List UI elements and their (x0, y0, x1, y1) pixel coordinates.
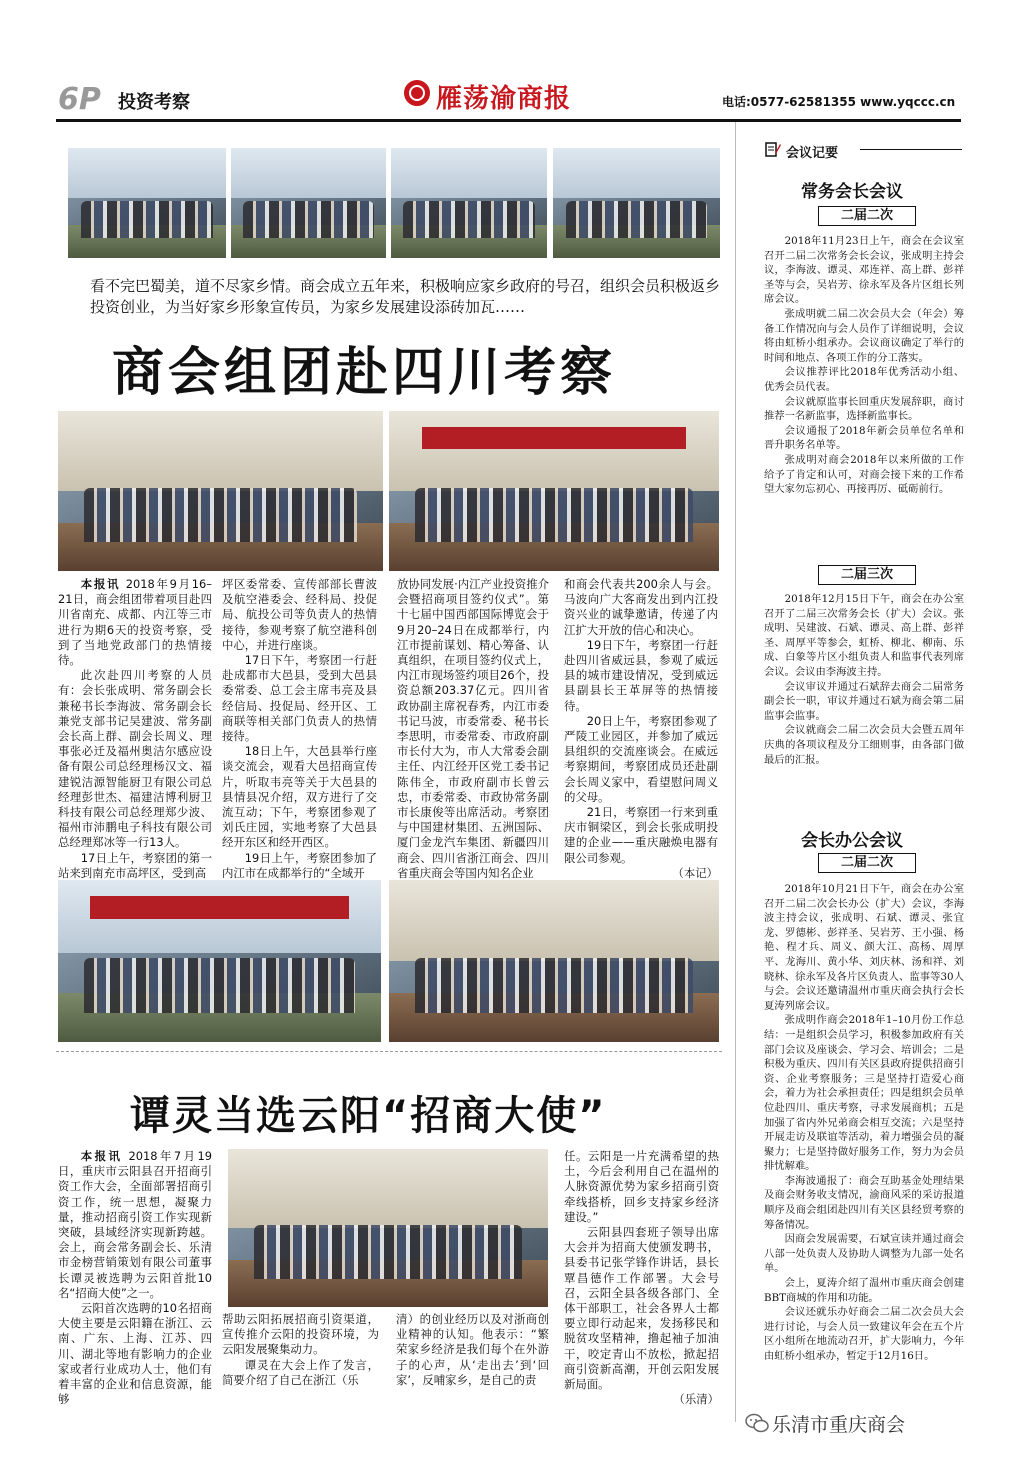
article1-column-4 (564, 577, 718, 881)
page-number: 6P (58, 82, 101, 117)
meeting2-p3: 李海波通报了：商会互助基金处理结果及商会财务收支情况，渝商风采的采访报道顺序及商会组团赴四川有关区县经贸考察的筹备情况。 (764, 1174, 964, 1231)
article1-byline: （本记） (672, 865, 718, 880)
photo-meeting-room-2 (389, 411, 719, 571)
article-divider (56, 1051, 722, 1052)
article1-c1-p1: 2018年9月16–21日，商会组团带着项目赴四川省南充、成都、内江等三市进行为期6天的投资考察，受到了当地党政部门的热情接待。 (58, 577, 212, 668)
meeting1-b1-p6: 张成明对商会2018年以来所做的工作给予了肯定和认可，对商会接下来的工作希望大家勿忘初心、再接再厉、砥砺前行。 (764, 453, 964, 496)
article1-column-3 (397, 577, 549, 881)
photo-aerospace-center (68, 148, 226, 258)
article2-byline: （乐清） (673, 1392, 719, 1407)
article2-lead: 本报讯 (80, 1149, 123, 1163)
article1-lead: 本报讯 (80, 577, 121, 591)
article1-c4-p3: 20日上午，考察团参观了严陵工业园区，并参加了威远县组织的交流座谈会。在威远考察期间，考察团成员还赴副会长周义家中，看望慰问周义的父母。 (564, 713, 718, 804)
photo-award-ceremony (228, 1149, 548, 1307)
article2-headline: 谭灵当选云阳“招商大使” (130, 1093, 607, 1139)
article2-column-2 (222, 1312, 379, 1388)
photo-site-inspection (391, 148, 547, 258)
article1-c2-p1: 坪区委常委、宣传部部长曹波及航空港委会、经科局、投促局、航投公司等负责人的热情接待，参观考察了航空港科创中心，并进行座谈。 (222, 577, 377, 652)
meeting2-text (764, 882, 964, 1364)
wechat-watermark: 乐清市重庆商会 (772, 1414, 906, 1436)
meeting1-b1-p4: 会议就原监事长回重庆发展辞职，商讨推荐一名新监事，选择新监事长。 (764, 395, 964, 423)
article2-c1-p1: 2018年7月19日，重庆市云阳县召开招商引资工作大会，全面部署招商引资工作，统一思想，凝聚力量，推动招商引资工作实现新突破，县域经济实现新跨越。会上，商会常务副会长、乐清市金榜营销策划有限公司董事长谭灵被选聘为云阳首批10名“招商大使”之一。 (58, 1149, 212, 1300)
article1-c4-p2: 19日下午，考察团一行赶赴四川省威远县，参观了威远县的城市建设情况，受到威远县副县长王革屏等的热情接待。 (564, 637, 718, 713)
meeting1-b1-p5: 会议通报了2018年新会员单位名单和晋升职务名单等。 (764, 424, 964, 452)
meeting1-b2-p3: 会议就商会二届二次会员大会暨五周年庆典的各项议程及分工细则事，由各部门做最后的汇报。 (764, 724, 964, 766)
meeting2-p4: 因商会发展需要，石斌宣读并通过商会八部一处负责人及协助人调整为九部一处名单。 (764, 1233, 964, 1275)
meeting2-p1: 2018年10月21日下午，商会在办公室召开二届二次会长办公（扩大）会议，李海波主持会议，张成明、石斌、谭灵、张宜龙、罗德彬、彭祥圣、吴岩芳、王小强、杨艳、程才兵、周义、颜大江、高杨、周厚平、龙海川、黄小华、刘庆林、汤和祥、刘晓林、徐永军及各片区负责人、监事等30人与会。会议还邀请温州市重庆商会执行会长夏涛列席会议。 (764, 883, 964, 1012)
meeting1-b2-p2: 会议审议并通过石斌辞去商会二届常务副会长一职，审议并通过石斌为商会第二届监事会监事。 (764, 680, 964, 722)
article2-column-4 (564, 1149, 719, 1407)
article2-column-3 (396, 1312, 549, 1388)
header-contact: 电话:0577-62581355 www.yqccc.cn (722, 95, 956, 109)
article1-column-1 (58, 577, 212, 881)
photo-meeting-room-1 (58, 411, 383, 571)
article1-c1-p2: 此次赴四川考察的人员有：会长张成明、常务副会长兼秘书长李海波、常务副会长兼党支部书记吴建波、常务副会长高上群、副会长周义、理事张必迁及福州奥洁尔感应设备有限公司总经理杨汉文、福建锐洁源智能厨卫有限公司总经理彭世杰、福建洁博利厨卫科技有限公司总经理郑少波、福州市沛鹏电子科技有限公司总经理郑冰等一行13人。 (58, 668, 212, 850)
article2-c1-p2: 云阳首次选聘的10名招商大使主要是云阳籍在浙江、云南、广东、上海、江苏、四川、湖北等地有影响力的企业家或者行业成功人士，他们有着丰富的企业和信息资源，能够 (58, 1301, 212, 1407)
article1-column-2 (222, 577, 377, 881)
article1-c2-p4: 19日上午，考察团参加了内江市在成都举行的“全域开 (222, 850, 377, 880)
article1-c4-p4: 21日，考察团一行来到重庆市铜梁区，到会长张成明投建的企业——重庆融焕电器有限公司参观。 (564, 805, 718, 865)
meeting2-title: 会长办公会议 (801, 831, 903, 851)
meeting1-title: 常务会长会议 (801, 182, 903, 202)
sidebar-tag: 会议记要 (786, 146, 839, 161)
article1-c2-p2: 17日下午，考察团一行赶赴成都市大邑县，受到大邑县委常委、总工会主席韦亮及县经信局、投促局、经开区、工商联等相关部门负责人的热情接待。 (222, 653, 377, 744)
photo-group-signing-event (58, 880, 381, 1042)
article2-c2-p1: 帮助云阳拓展招商引资渠道，宣传推介云阳的投资环境，为云阳发展聚集动力。 (222, 1312, 379, 1357)
meeting1-session-box-2: 二届三次 (818, 565, 916, 585)
article2-c4-p1: 任。云阳是一片充满希望的热土，今后会利用自己在温州的人脉资源优势为家乡招商引资牵线搭桥，回乡支持家乡经济建设。” (564, 1149, 719, 1224)
newspaper-seal-icon (404, 80, 430, 106)
photo-park-entrance (553, 148, 720, 258)
photo-meeting-room-3 (389, 880, 719, 1042)
section-name: 投资考察 (118, 92, 190, 113)
sidebar-tag-rule (860, 149, 962, 150)
article1-c4-p1: 和商会代表共200余人与会。马波向广大客商发出到内江投资兴业的诚挚邀请，传递了内江扩大开放的信心和决心。 (564, 577, 718, 637)
article1-c1-p3: 17日上午，考察团的第一站来到南充市高坪区，受到高 (58, 850, 212, 880)
article2-c4-p2: 云阳县四套班子领导出席大会并为招商大使颁发聘书，县委书记张学锋作讲话，县长覃昌德作工作部署。大会号召，云阳全县各级各部门、全体干部职工，社会各界人士都要立即行动起来，发扬移民和脱贫攻坚精神，撸起袖子加油干，咬定青山不放松，掀起招商引资新高潮，开创云阳发展新局面。 (564, 1225, 719, 1392)
article1-headline: 商会组团赴四川考察 (112, 343, 617, 403)
newspaper-name: 雁荡渝商报 (436, 84, 572, 114)
meeting2-p6: 会议还就乐办好商会二届二次会员大会进行讨论，与会人员一致建议年会在五个片区小组所在地流动召开，扩大影响力，今年由虹桥小组承办，暂定于12月16日。 (764, 1306, 964, 1362)
meeting1-box1-text (764, 234, 964, 497)
meeting1-b2-p1: 2018年12月15日下午，商会在办公室召开了二届三次常务会长（扩大）会议。张成明、吴建波、石斌、谭灵、高上群、彭祥圣、周厚平等参会，虹桥、柳北、柳南、乐成、白象等片区小组负责人和监事代表列席会议。会议由李海波主持。 (764, 593, 964, 678)
article1-intro: 看不完巴蜀美，道不尽家乡情。商会成立五年来，积极响应家乡政府的号召，组织会员积极返乡投资创业，为当好家乡形象宣传员，为家乡发展建设添砖加瓦…… (90, 277, 721, 316)
sidebar-rule (735, 122, 736, 1422)
header-rule (56, 119, 961, 122)
meeting1-session-box-1: 二届二次 (818, 206, 916, 226)
article1-c3-p1: 放协同发展·内江产业投资推介会暨招商项目签约仪式”。第十七届中国西部国际博览会于9月20–24日在成都举行，内江市提前谋划、精心筹备、认真组织，在项目签约仪式上，内江市现场签约项目26个，投资总额203.37亿元。四川省政协副主席祝春秀，内江市委书记马波，市委常委、秘书长李思明，市委常委、市政府副市长付大为，市人大常委会副主任、内江经开区党工委书记陈伟全，市政府副市长曾云忠，市委常委、市政协常务副市长康俊等出席活动。考察团与中国建材集团、五洲国际、厦门金龙汽车集团、新疆四川商会、四川省浙江商会、四川省重庆商会等国内知名企业 (397, 577, 549, 880)
photo-hangar-visit (231, 148, 386, 258)
meeting2-p5: 会上，夏涛介绍了温州市重庆商会创建BBT商城的作用和功能。 (764, 1277, 964, 1304)
meeting2-session-box: 二届二次 (818, 853, 916, 873)
article1-c2-p3: 18日上午，大邑县举行座谈交流会，观看大邑招商宣传片，听取韦亮等关于大邑县的县情县况介绍，双方进行了交流互动；下午，考察团参观了刘氏庄园，实地考察了大邑县经开东区和经开西区。 (222, 744, 377, 850)
meeting1-b1-p3: 会议推荐评比2018年优秀活动小组、优秀会员代表。 (764, 366, 964, 393)
article2-c2-p2: 谭灵在大会上作了发言，简要介绍了自己在浙江（乐 (222, 1357, 379, 1387)
wechat-icon (745, 1413, 769, 1433)
meeting2-p2: 张成明作商会2018年1–10月份工作总结：一是组织会员学习，积极参加政府有关部门会议及座谈会、学习会、培训会；二是积极为重庆、四川有关区县政府提供招商引资、企业考察服务；三是坚持打造爱心商会，着力为社会承担责任；四是组织会员单位赴四川、重庆考察，寻求发展商机；五是加强了省内外兄弟商会相互交流；六是坚持开展走访及联谊等活动，着力增强会员的凝聚力；七是坚持做好服务工作，努力为会员排忧解难。 (764, 1014, 964, 1173)
meeting1-b1-p1: 2018年11月23日上午，商会在会议室召开二届二次常务会长会议，张成明主持会议，李海波、谭灵、邓连祥、高上群、彭祥圣等与会，吴岩芳、徐永军及各片区组长列席会议。 (764, 235, 964, 306)
meeting1-box2-text (764, 592, 964, 767)
article2-c3-p1: 清）的创业经历以及对浙商创业精神的认知。他表示：“繁荣家乡经济是我们每个在外游子的心声，从‘走出去’到‘回家’，反哺家乡，是自己的责 (396, 1312, 549, 1387)
article2-column-1 (58, 1149, 212, 1407)
notebook-pen-icon (765, 141, 781, 157)
meeting1-b1-p2: 张成明就二届二次会员大会（年会）筹备工作情况向与会人员作了详细说明，会议将由虹桥小组承办。会议商议确定了举行的时间和地点、各项工作的分工落实。 (764, 307, 964, 364)
